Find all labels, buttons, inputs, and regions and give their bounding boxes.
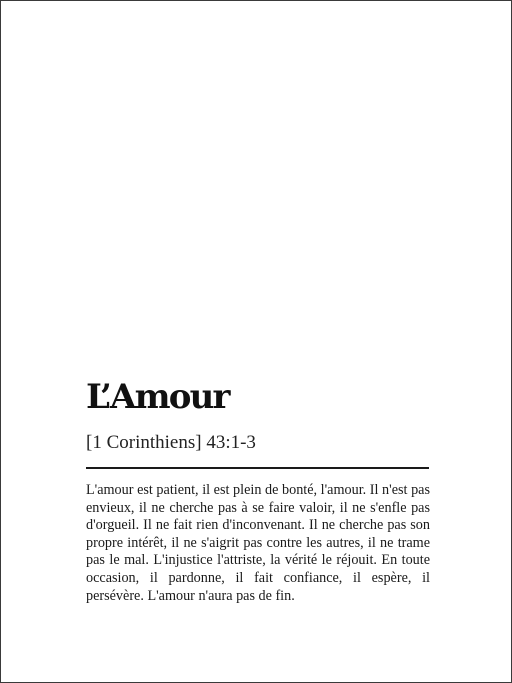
definition-block — [86, 375, 430, 605]
verse-reference: [1 Corinthiens] 43:1-3 — [86, 432, 256, 453]
verse-text: L'amour est patient, il est plein de bonté, l'amour. Il n'est pas envieux, il ne cherche pas à se faire valoir, il ne s'enfle pas d'orgueil. Il ne fait rien d'inconvenant. Il ne cherche pas son propre intérêt, il ne s'aigrit pas contre les autres, il ne trame pas le mal. L'injustice l'attriste, la vérité le réjouit. En toute occasion, il pardonne, il fait confiance, il espère, il persévère. L'amour n'aura pas de fin. — [86, 482, 430, 604]
divider — [86, 467, 429, 469]
page-title: L’Amour — [86, 377, 229, 417]
